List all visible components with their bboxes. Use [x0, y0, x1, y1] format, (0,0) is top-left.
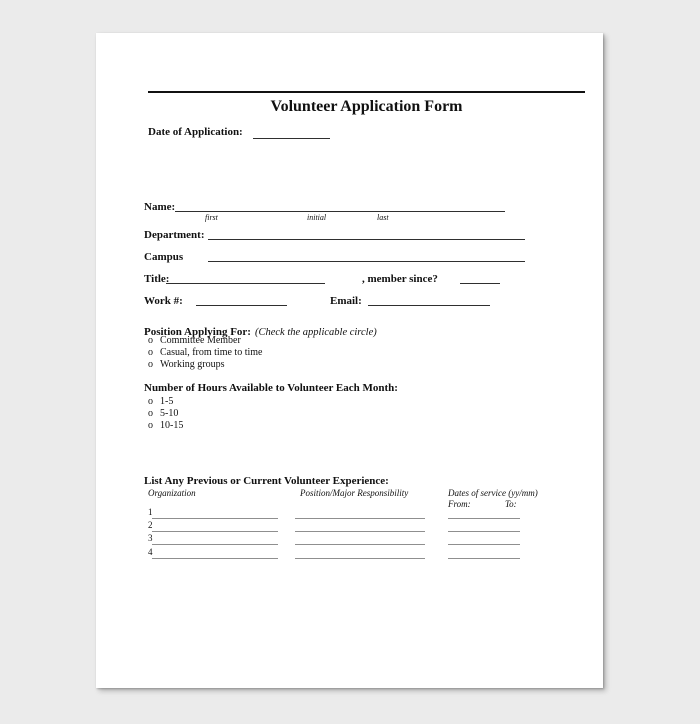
name-sublabel-last: last: [377, 213, 389, 222]
experience-row2-organization-field[interactable]: [152, 519, 278, 532]
experience-row1-dates-field[interactable]: [448, 506, 520, 519]
hours-option-label: 10-15: [160, 420, 184, 431]
work-number-field[interactable]: [196, 293, 287, 306]
position-option-working-groups[interactable]: [148, 359, 224, 370]
date-of-application-field[interactable]: [253, 126, 330, 139]
department-field[interactable]: [208, 227, 525, 240]
name-field[interactable]: [175, 199, 505, 212]
experience-row3-organization-field[interactable]: [152, 532, 278, 545]
email-field[interactable]: [368, 293, 490, 306]
member-since-label: , member since?: [362, 273, 438, 285]
hours-section-label: Number of Hours Available to Volunteer Each Month:: [144, 382, 398, 394]
row-number: 1: [148, 507, 153, 517]
name-label: Name:: [144, 201, 176, 213]
column-header-from: From:: [448, 499, 471, 509]
name-sublabel-first: first: [205, 213, 218, 222]
experience-row2-position-field[interactable]: [295, 519, 425, 532]
radio-circle-icon: o: [148, 347, 153, 358]
email-label: Email:: [330, 295, 362, 307]
campus-field[interactable]: [208, 249, 525, 262]
hours-option-label: 1-5: [160, 396, 174, 407]
radio-circle-icon: o: [148, 335, 153, 346]
member-since-field[interactable]: [460, 271, 500, 284]
row-number: 3: [148, 533, 153, 543]
experience-row3-position-field[interactable]: [295, 532, 425, 545]
document-page: [96, 33, 603, 688]
position-option-label: Committee Member: [160, 335, 241, 346]
position-section-label: Position Applying For:: [144, 326, 251, 338]
hours-option-1-5[interactable]: [148, 396, 173, 407]
top-rule-divider: [148, 91, 585, 93]
experience-row4-organization-field[interactable]: [152, 546, 278, 559]
date-of-application-label: Date of Application:: [148, 126, 243, 138]
column-header-dates: Dates of service (yy/mm): [448, 488, 538, 498]
column-header-position: Position/Major Responsibility: [300, 488, 409, 498]
column-header-to: To:: [505, 499, 517, 509]
title-field[interactable]: [166, 271, 325, 284]
position-option-committee-member[interactable]: [148, 335, 241, 346]
campus-label: Campus: [144, 251, 184, 263]
row-number: 2: [148, 520, 153, 530]
position-option-casual[interactable]: [148, 347, 262, 358]
column-header-organization: Organization: [148, 488, 196, 498]
experience-section-label: List Any Previous or Current Volunteer Experience:: [144, 475, 389, 487]
experience-row3-dates-field[interactable]: [448, 532, 520, 545]
hours-option-10-15[interactable]: [148, 420, 183, 431]
page-title: Volunteer Application Form: [270, 98, 463, 115]
radio-circle-icon: o: [148, 396, 153, 407]
title-label: Title:: [144, 273, 170, 285]
experience-row4-dates-field[interactable]: [448, 546, 520, 559]
position-option-label: Casual, from time to time: [160, 347, 263, 358]
name-sublabel-initial: initial: [307, 213, 327, 222]
hours-option-5-10[interactable]: [148, 408, 178, 419]
radio-circle-icon: o: [148, 420, 153, 431]
experience-row1-organization-field[interactable]: [152, 506, 278, 519]
experience-row2-dates-field[interactable]: [448, 519, 520, 532]
row-number: 4: [148, 547, 153, 557]
radio-circle-icon: o: [148, 359, 153, 370]
radio-circle-icon: o: [148, 408, 153, 419]
position-section-instruction: (Check the applicable circle): [254, 327, 377, 338]
experience-row4-position-field[interactable]: [295, 546, 425, 559]
department-label: Department:: [144, 229, 205, 241]
experience-row1-position-field[interactable]: [295, 506, 425, 519]
hours-option-label: 5-10: [160, 408, 179, 419]
work-number-label: Work #:: [144, 295, 183, 307]
position-option-label: Working groups: [160, 359, 225, 370]
